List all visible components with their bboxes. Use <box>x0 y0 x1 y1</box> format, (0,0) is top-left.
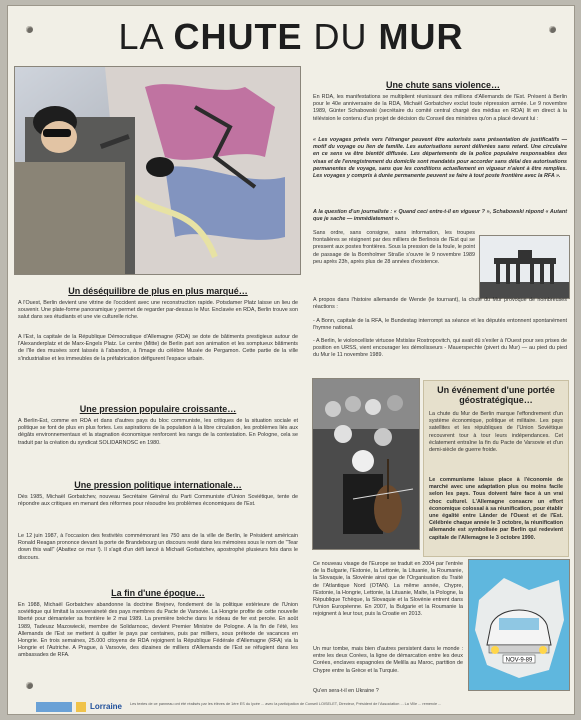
paragraph: - A Bonn, capitale de la RFA, le Bundestag interrompt sa séance et les députés entonnent spontanément l'hymne national. <box>313 318 567 332</box>
paragraph: Qu'en sera-t-il en Ukraine ? <box>313 688 379 694</box>
paragraph: A l'Est, la capitale de la République Démocratique d'Allemagne (RDA) se dote de bâtiments prestigieux autour de l'Alexanderplatz et de Marx-Engels Platz. Le centre (Mitte) de Berlin part son animation et les somptueux bâtiments de l'île des musées sont laissés à l'abandon, à l'image du célèbre Musée de Pergamon. Cette partie de la ville s'industrialise et les immeubles de la préfabrication défigurent l'espace urbain. <box>18 334 298 362</box>
paragraph: Le 12 juin 1987, à l'occasion des festivités commémorant les 750 ans de la ville de Berlin, le Président américain Ronald Reagan prononce devant la porte de Brandebourg un discours resté dans les mémoires sous le nom de "Tear down this wall" (Abattez ce mur !). Il s'agit d'un défi lancé à Michaël Gorbatchev, apostrophé plusieurs fois dans le discours. <box>18 533 298 561</box>
paragraph: Dès 1985, Michaël Gorbatchev, nouveau Secrétaire Général du Parti Communiste d'Union Soviétique, tente de répondre aux critiques en menant des réformes pour résoudre les problèmes économiques de l'Est. <box>18 494 298 508</box>
footer-credits: Les textes de ce panneau ont été réalisés par les élèves de 1ère ES du lycée ... avec la participation de Conseil LOISELET, Directeur, Président de l'Association ... La Ville ... remercie ... <box>130 702 442 706</box>
region-logo <box>76 702 86 712</box>
paragraph: A l'Ouest, Berlin devient une vitrine de l'occident avec une reconstruction rapide. Potsdamer Platz laisse un lieu de souvenir. Une plate-forme panoramique y permet de regarder par-dessus le Mur. Enclavée en RDA, Berlin trouve son salut dans ses étudiants et une vie culturelle riche. <box>18 300 298 321</box>
brandenburg-gate-photo <box>479 235 570 299</box>
paragraph: A propos dans l'histoire allemande de Wende (le tournant), la chute du Mur provoque de nombreuses réactions : <box>313 297 567 311</box>
man-hammering-berlin-wall-photo <box>14 66 301 275</box>
rostropovich-cellist-photo <box>312 378 420 550</box>
info-panel <box>8 6 574 714</box>
footer <box>8 702 574 714</box>
footer-logo-text: Lorraine <box>90 702 123 711</box>
paragraph: En RDA, les manifestations se multiplient réunissant des millions d'Allemands de l'Est. Présent à Berlin pour le 40e anniversaire de la RDA, Michaël Gorbatchev exclut toute répression armée. Le 9 novembre 1989, Günter Schabowski (secrétaire du comité central chargé des médias en RDA) lit en direct à la télévision le contenu d'un projet de décision du Conseil des ministres qu'on a placé devant lui : <box>313 94 567 122</box>
paragraph: Un mur tombe, mais bien d'autres persistent dans le monde : entre les deux Corées, la ligne de démarcation entre les deux Corées, enclaves espagnoles de Melilla au Maroc, partition de Chypre entre la Grèce et la Turquie. <box>313 646 463 674</box>
geostrategic-box <box>423 380 569 557</box>
paragraph: La chute du Mur de Berlin marque l'effondrement d'un système économique, politique et militaire. Les pays satellites et les républiques de l'Union Soviétique recouvrent tour à tour leurs indépendances. Cet éclatement entraîne la fin du Pacte de Varsovie et d'un demi-siècle de guerre froide. <box>429 411 563 454</box>
page-title: LA CHUTE DU MUR <box>118 16 464 57</box>
paragraph: A Berlin-Est, comme en RDA et dans d'autres pays du bloc communiste, les critiques de la situation sociale et politique se font de plus en plus fortes. Les aspirations de la population à la libre circulation, les problèmes liés aux dégâts environnementaux et la stagnation économique renforcent les rangs de la contestation. En Pologne, cela se traduit par la création du syndicat SOLIDARNOSC en 1980. <box>18 418 298 446</box>
section-heading: Une pression populaire croissante… <box>79 404 237 414</box>
lorraine-logo <box>36 702 72 712</box>
section-heading: Une chute sans violence… <box>385 80 501 90</box>
section-heading: La fin d'une époque… <box>111 588 205 598</box>
section-heading: Une pression politique internationale… <box>74 480 242 490</box>
question-paragraph: A la question d'un journaliste : « Quand ceci entre-t-il en vigueur ? », Schabowski répond « Autant que je sache — immédiatement ». <box>313 209 567 223</box>
paragraph: En 1988, Michaël Gorbatchev abandonne la doctrine Brejnev, fondement de la politique extérieure de l'Union soviétique qui limitait la souveraineté des pays membres du Pacte de Varsovie. La Hongrie profite de cette nouvelle liberté pour démanteler sa frontière le 2 mai 1989. La première brèche dans le rideau de fer est percée. En août 1989, Tadeusz Mazowiecki, membre de Solidarnosc, devient Premier Ministre de Pologne. A la fin de l'été, les Allemands de l'Est se mettent à quitter le pays par centaines, puis par milliers, sous prétexte de vacances en Hongrie. En trois semaines, 25.000 citoyens de RDA rejoignent la République Fédérale d'Allemagne (RFA) via la Hongrie et l'Autriche. A Prague, à Varsovie, des dizaines de milliers d'Allemands de l'Est se réfugient dans les ambassades de RFA. <box>18 602 298 659</box>
paragraph: - A Berlin, le violoncelliste virtuose Mstislav Rostropovitch, qui avait dû s'exiler à l'Ouest pour ses prises de position en URSS, vient encourager les démolisseurs - Mauerspechte (pivert du Mur) — au pied du pied du Mur le 11 novembre 1989. <box>313 338 567 359</box>
license-plate: NOV-9-89 <box>505 657 533 664</box>
paragraph: Sans ordre, sans consigne, sans information, les troupes frontalières se résignent par des milliers de Berlinois de l'Est qui se pressent aux postes frontières. Sous la pression de la foule, le point de passage de la Bornholmer Straße s'ouvre le 9 novembre 1989 peu après 23h, après plus de 28 années d'existence. <box>313 230 475 265</box>
screw-icon <box>26 682 33 689</box>
paragraph: Le communisme laisse place à l'économie de marché avec une adaptation plus ou moins facile selon les pays. Tous doivent faire face à un vrai choc culturel. L'Allemagne consacre un effort économique colossal à sa réunification, pour établir une égalité entre Länder de l'Ouest et de l'Est. Célébrée chaque année le 3 octobre, la réunification allemande est symbolisée par Berlin qui redevient capitale de l'Allemagne le 3 octobre 1990. <box>429 477 563 541</box>
quote-paragraph: « Les voyages privés vers l'étranger peuvent être autorisés sans présentation de justificatifs — motif du voyage ou lien de famille. Les autorisations seront délivrées sans retard. Une circulaire en ce sens va être bientôt diffusée. Les départements de la police populaire responsables des visas et de l'enregistrement du domicile sont mandatés pour accorder sans délai des autorisations permanentes de voyage, sans que les conditions actuellement en vigueur n'aient à être remplies. Les voyages y compris à durée permanente peuvent se faire à tout poste frontière avec la RFA ». <box>313 137 567 180</box>
paragraph: Ce nouveau visage de l'Europe se traduit en 2004 par l'entrée de la Bulgarie, l'Estonie, la Lettonie, la Lituanie, la Roumanie, la Slovaquie, la Slovénie ainsi que de l'Organisation du Traité de l'Atlantique Nord (OTAN). La même année, Chypre, l'Estonie, la Hongrie, Lettonie, la Lituanie, Malte, la Pologne, la République Tchèque, la Slovaquie et la Slovénie entrent dans l'Union Européenne. En 2007, la Bulgarie et la Roumanie la rejoignent à leur tour, puis la Croatie en 2013. <box>313 561 463 618</box>
section-heading: Un déséquilibre de plus en plus marqué… <box>68 286 248 296</box>
box-heading: Un événement d'une portée géostratégique… <box>437 385 555 405</box>
trabant-breaking-wall-mural-photo <box>468 559 570 691</box>
